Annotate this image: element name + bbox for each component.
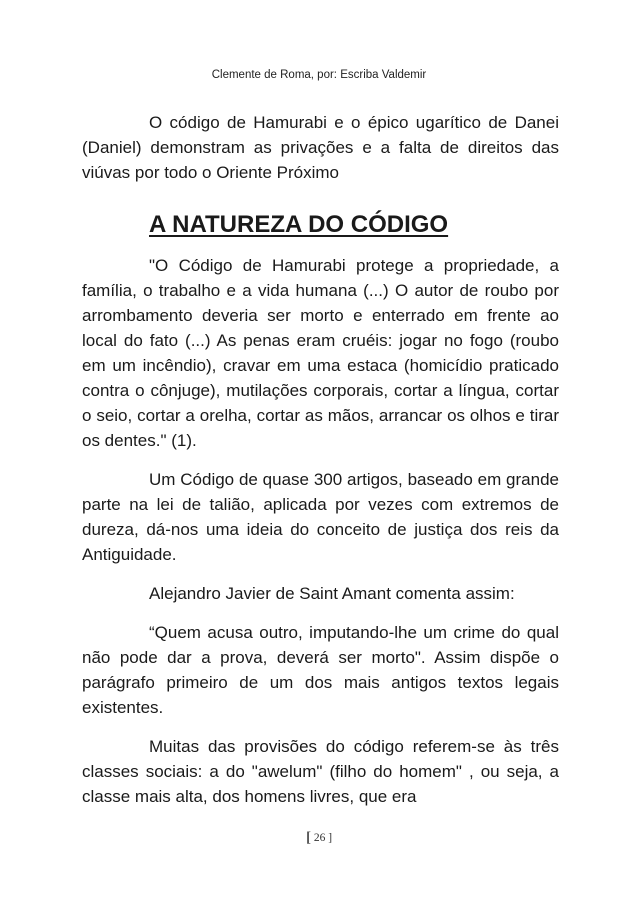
paragraph-hamurabi-quote: "O Código de Hamurabi protege a propriedade, a família, o trabalho e a vida humana (...) O autor de roubo por arrombamento deveria ser morto e enterrado em frente ao local do fato (...) As penas eram cruéis: jogar no fogo (roubo em um incêndio), cravar em uma estaca (homicídio praticado contra o cônjuge), mutilações corporais, cortar a língua, cortar o seio, cortar a orelha, cortar as mãos, arrancar os olhos e tirar os dentes." (1). bbox=[82, 256, 559, 450]
paragraph-intro: O código de Hamurabi e o épico ugarítico de Danei (Daniel) demonstram as privações e a falta de direitos das viúvas por todo o Oriente Próximo bbox=[82, 113, 559, 182]
page-body bbox=[82, 110, 559, 809]
paragraph-social-classes: Muitas das provisões do código referem-se às três classes sociais: a do "awelum" (filho do homem" , ou seja, a classe mais alta, dos homens livres, que era bbox=[82, 737, 559, 806]
paragraph-code-articles: Um Código de quase 300 artigos, baseado em grande parte na lei de talião, aplicada por vezes com extremos de dureza, dá-nos uma ideia do conceito de justiça dos reis da Antiguidade. bbox=[82, 470, 559, 564]
paragraph-saint-amant: Alejandro Javier de Saint Amant comenta assim: bbox=[149, 584, 515, 603]
page-number-bracket-close: ] bbox=[328, 832, 333, 844]
page-number: 26 bbox=[313, 832, 326, 844]
section-heading: A NATUREZA DO CÓDIGO bbox=[149, 211, 449, 238]
page-footer bbox=[0, 830, 638, 847]
paragraph-accuser-quote: “Quem acusa outro, imputando-lhe um crime do qual não pode dar a prova, deverá ser morto". Assim dispõe o parágrafo primeiro de um dos mais antigos textos legais existentes. bbox=[82, 623, 559, 717]
running-header: Clemente de Roma, por: Escriba Valdemir bbox=[211, 69, 427, 81]
page-number-bracket-open: [ bbox=[305, 830, 311, 846]
